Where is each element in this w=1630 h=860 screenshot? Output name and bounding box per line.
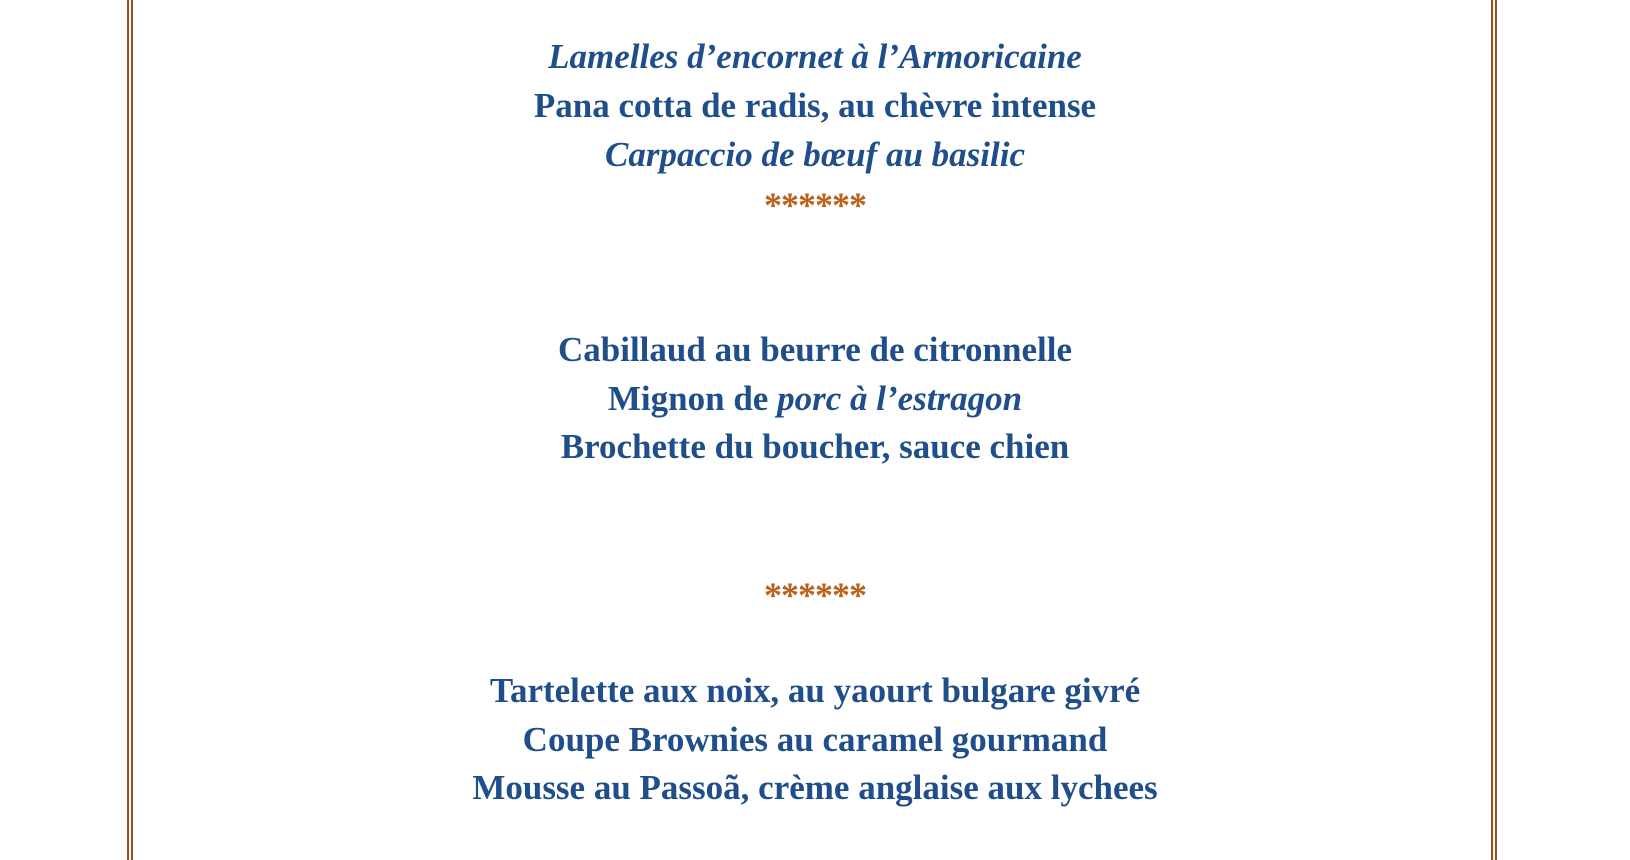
main-item-2-italic: porc à l’estragon [777, 379, 1023, 418]
starter-item-3: Carpaccio de bœuf au basilic [605, 135, 1025, 174]
starter-item-1: Lamelles d’encornet à l’Armoricaine [548, 37, 1082, 76]
dessert-item-3: Mousse au Passoã, crème anglaise aux lychees [472, 768, 1158, 807]
main-item-1: Cabillaud au beurre de citronnelle [557, 330, 1072, 369]
dessert-item-2: Coupe Brownies au caramel gourmand [522, 720, 1108, 759]
section-separator-2: ****** [764, 575, 866, 615]
main-item-3: Brochette du boucher, sauce chien [560, 427, 1070, 466]
main-item-2-prefix: Mignon de [607, 379, 778, 418]
dessert-item-1: Tartelette aux noix, au yaourt bulgare givré [489, 671, 1141, 710]
starter-item-2: Pana cotta de radis, au chèvre intense [533, 86, 1097, 125]
main-item-2 [0, 378, 1630, 420]
section-separator-1: ****** [764, 185, 866, 225]
